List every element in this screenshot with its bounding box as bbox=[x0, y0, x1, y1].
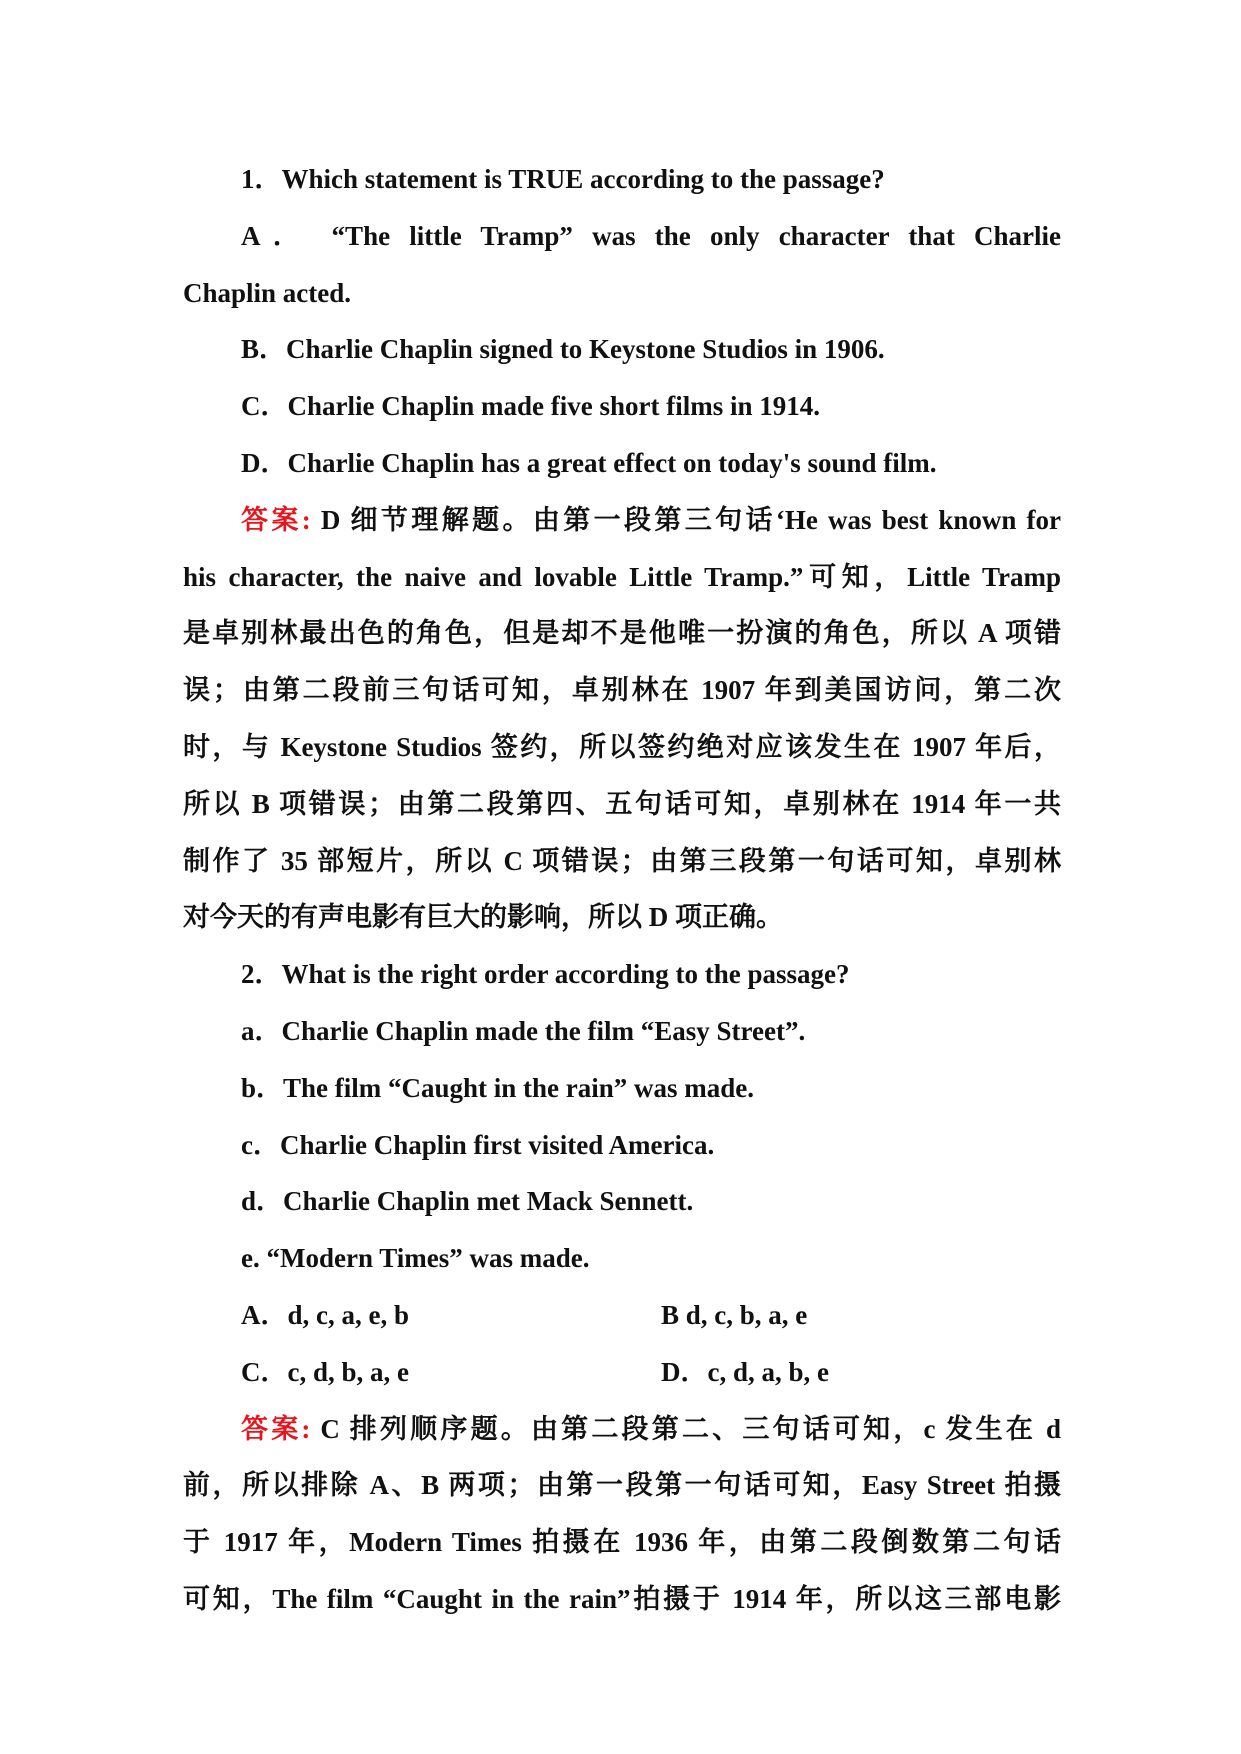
q1-explanation-line: 制作了 35 部短片，所以 C 项错误；由第三段第一句话可知，卓别林 bbox=[183, 845, 1061, 876]
q1-explanation-line: 对今天的有声电影有巨大的影响，所以 D 项正确。 bbox=[183, 902, 783, 933]
document-content bbox=[183, 151, 1061, 1628]
q1-explanation-line: his character, the naive and lovable Little Tramp.”可知，Little Tramp bbox=[183, 561, 1061, 592]
q1-option-b: B．Charlie Chaplin signed to Keystone Studios in 1906. bbox=[241, 334, 885, 365]
q1-answer-line bbox=[183, 492, 1061, 549]
q2-explanation-line: 于 1917 年，Modern Times 拍摄在 1936 年，由第二段倒数第二句话 bbox=[183, 1527, 1061, 1558]
q1-option-c: C．Charlie Chaplin made five short films in 1914. bbox=[241, 391, 821, 422]
q2-option-a: A．d, c, a, e, b bbox=[241, 1299, 409, 1330]
q1-answer-text: D 细节理解题。由第一段第三句话‘He was best known for bbox=[310, 504, 1061, 535]
q2-item: e. “Modern Times” was made. bbox=[241, 1243, 590, 1274]
question-2: 2．What is the right order according to the passage? bbox=[241, 959, 850, 990]
q1-option-a-line-2: Chaplin acted. bbox=[183, 277, 352, 308]
q2-answer-line bbox=[183, 1401, 1061, 1458]
q2-item: b．The film “Caught in the rain” was made. bbox=[241, 1072, 755, 1103]
q2-options-row-2 bbox=[183, 1344, 1061, 1401]
q1-option-a-line-1: A． “The little Tramp” was the only character that Charlie bbox=[241, 220, 1061, 251]
q2-answer-text: C 排列顺序题。由第二段第二、三句话可知，c 发生在 d bbox=[310, 1413, 1061, 1444]
q2-option-b: B d, c, b, a, e bbox=[661, 1299, 808, 1330]
question-1: 1．Which statement is TRUE according to the passage? bbox=[241, 164, 885, 194]
q1-answer-label: 答案: bbox=[241, 504, 311, 535]
q1-option-d: D．Charlie Chaplin has a great effect on today's sound film. bbox=[241, 447, 937, 478]
q1-explanation-line: 所以 B 项错误；由第二段第四、五句话可知，卓别林在 1914 年一共 bbox=[183, 788, 1061, 819]
q2-item: d．Charlie Chaplin met Mack Sennett. bbox=[241, 1186, 694, 1217]
q2-explanation-line: 前，所以排除 A、B 两项；由第一段第一句话可知，Easy Street 拍摄 bbox=[183, 1470, 1061, 1501]
q1-explanation-line: 误；由第二段前三句话可知，卓别林在 1907 年到美国访问，第二次 bbox=[183, 675, 1061, 706]
q1-explanation-line: 时，与 Keystone Studios 签约，所以签约绝对应该发生在 1907 年后， bbox=[183, 731, 1061, 762]
q2-options-row-1 bbox=[183, 1287, 1061, 1344]
q2-option-d: D．c, d, a, b, e bbox=[661, 1356, 829, 1387]
q1-explanation-line: 是卓别林最出色的角色，但是却不是他唯一扮演的角色，所以 A 项错 bbox=[183, 618, 1061, 649]
q2-option-c: C．c, d, b, a, e bbox=[241, 1356, 409, 1387]
q2-answer-label: 答案: bbox=[241, 1413, 311, 1444]
q2-explanation-line: 可知，The film “Caught in the rain”拍摄于 1914 年，所以这三部电影 bbox=[183, 1583, 1061, 1614]
q2-item: a．Charlie Chaplin made the film “Easy Street”. bbox=[241, 1015, 806, 1046]
q2-item: c．Charlie Chaplin first visited America. bbox=[241, 1129, 715, 1160]
